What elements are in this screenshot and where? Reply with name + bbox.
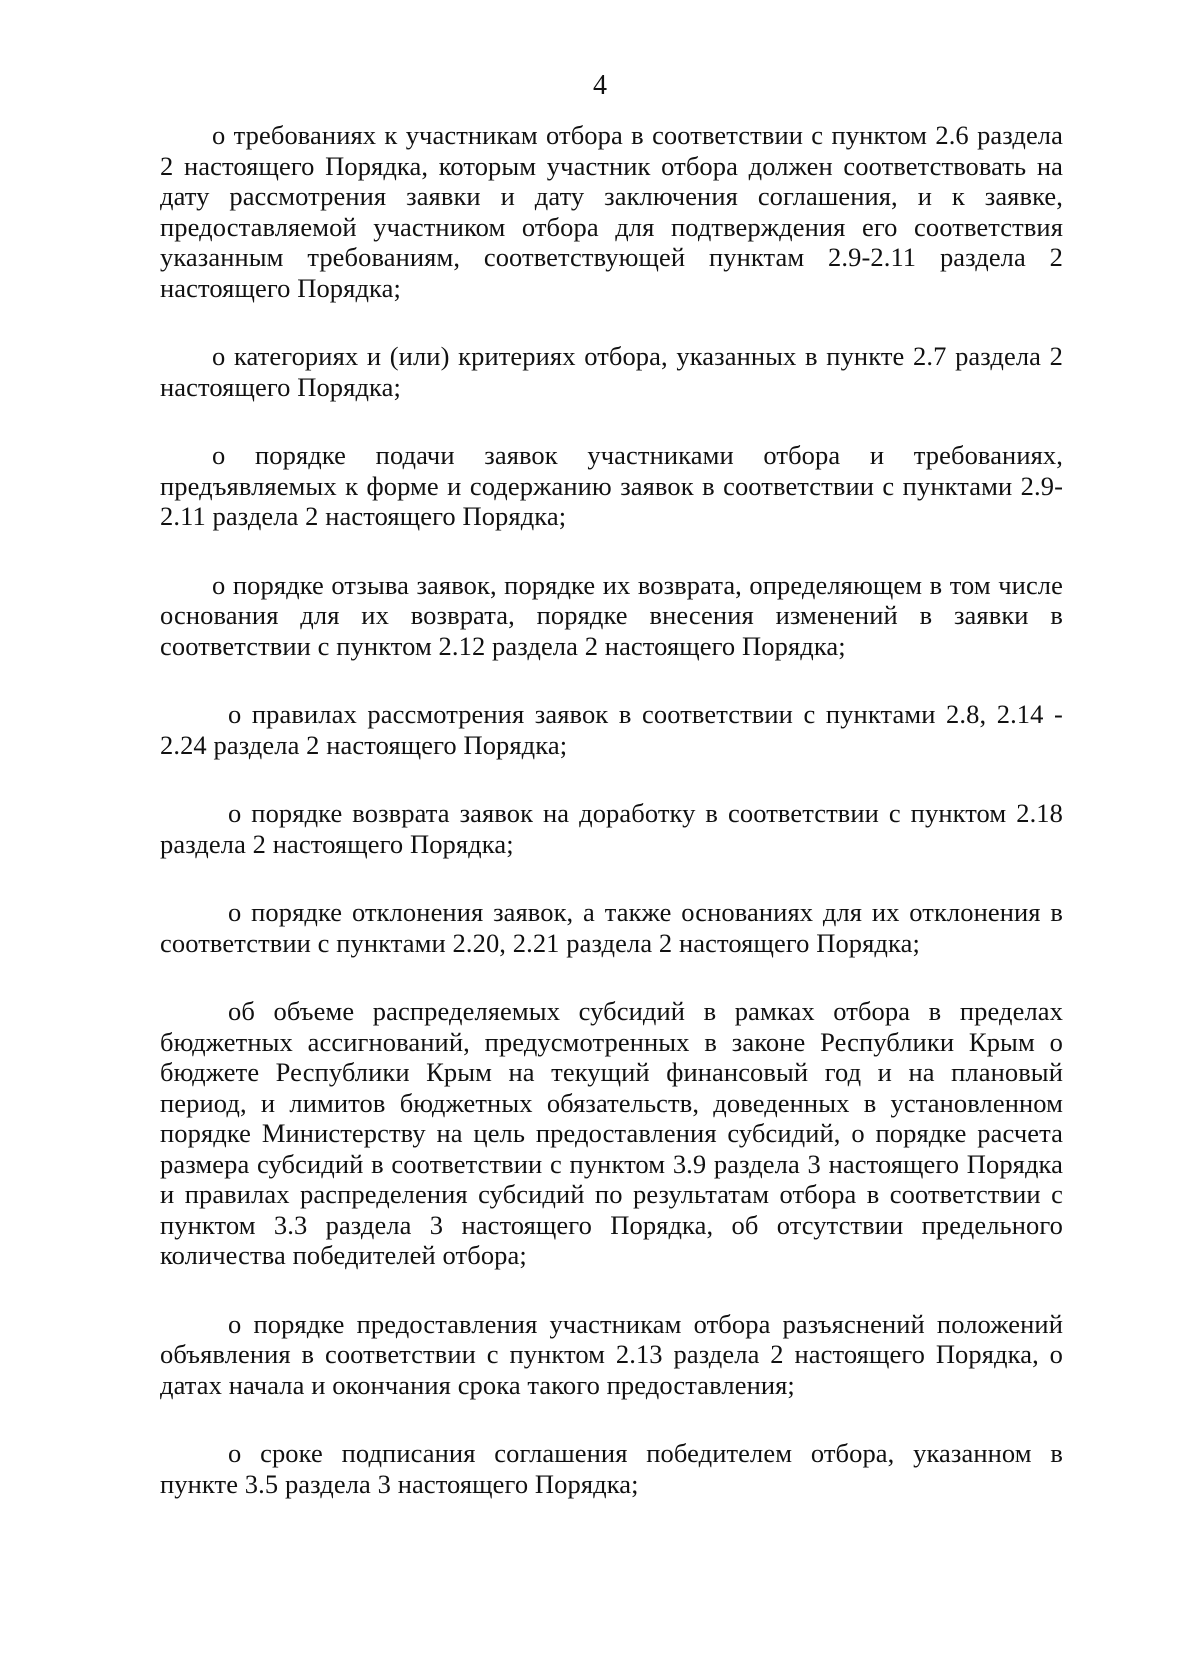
paragraph-agreement-signing: о сроке подписания соглашения победителем отбора, указанном в пункте 3.5 раздела 3 настоящего Порядка; — [160, 1438, 1063, 1499]
paragraph-clarifications: о порядке предоставления участникам отбора разъяснений положений объявления в соответствии с пунктом 2.13 раздела 2 настоящего Порядка, о датах начала и окончания срока такого предоставления; — [160, 1308, 1063, 1400]
paragraph-rejection-grounds: о порядке отклонения заявок, а также основаниях для их отклонения в соответствии с пунктами 2.20, 2.21 раздела 2 настоящего Порядка; — [160, 897, 1063, 958]
paragraph-application-withdrawal: о порядке отзыва заявок, порядке их возврата, определяющем в том числе основания для их возврата, порядке внесения изменений в заявки в соответствии с пунктом 2.12 раздела 2 настоящего Порядка; — [160, 569, 1063, 661]
paragraph-return-for-revision: о порядке возврата заявок на доработку в соответствии с пунктом 2.18 раздела 2 настоящего Порядка; — [160, 798, 1063, 859]
document-body — [160, 120, 1063, 1499]
paragraph-participant-requirements: о требованиях к участникам отбора в соответствии с пунктом 2.6 раздела 2 настоящего Порядка, которым участник отбора должен соответствовать на дату рассмотрения заявки и дату заключения соглашения, и к заявке, предоставляемой участником отбора для подтверждения его соответствия указанным требованиям, соответствующей пунктам 2.9-2.11 раздела 2 настоящего Порядка; — [160, 120, 1063, 303]
paragraph-application-submission: о порядке подачи заявок участниками отбора и требованиях, предъявляемых к форме и содержанию заявок в соответствии с пунктами 2.9-2.11 раздела 2 настоящего Порядка; — [160, 440, 1063, 531]
page-number: 4 — [593, 70, 607, 101]
paragraph-review-rules: о правилах рассмотрения заявок в соответствии с пунктами 2.8, 2.14 - 2.24 раздела 2 настоящего Порядка; — [160, 699, 1063, 760]
paragraph-subsidy-volume: об объеме распределяемых субсидий в рамках отбора в пределах бюджетных ассигнований, предусмотренных в законе Республики Крым о бюджете Республики Крым на текущий финансовый год и на плановый период, и лимитов бюджетных обязательств, доведенных в установленном порядке Министерству на цель предоставления субсидий, о порядке расчета размера субсидий в соответствии с пунктом 3.9 раздела 3 настоящего Порядка и правилах распределения субсидий по результатам отбора в соответствии с пунктом 3.3 раздела 3 настоящего Порядка, об отсутствии предельного количества победителей отбора; — [160, 996, 1063, 1270]
paragraph-selection-criteria: о категориях и (или) критериях отбора, указанных в пункте 2.7 раздела 2 настоящего Порядка; — [160, 341, 1063, 402]
